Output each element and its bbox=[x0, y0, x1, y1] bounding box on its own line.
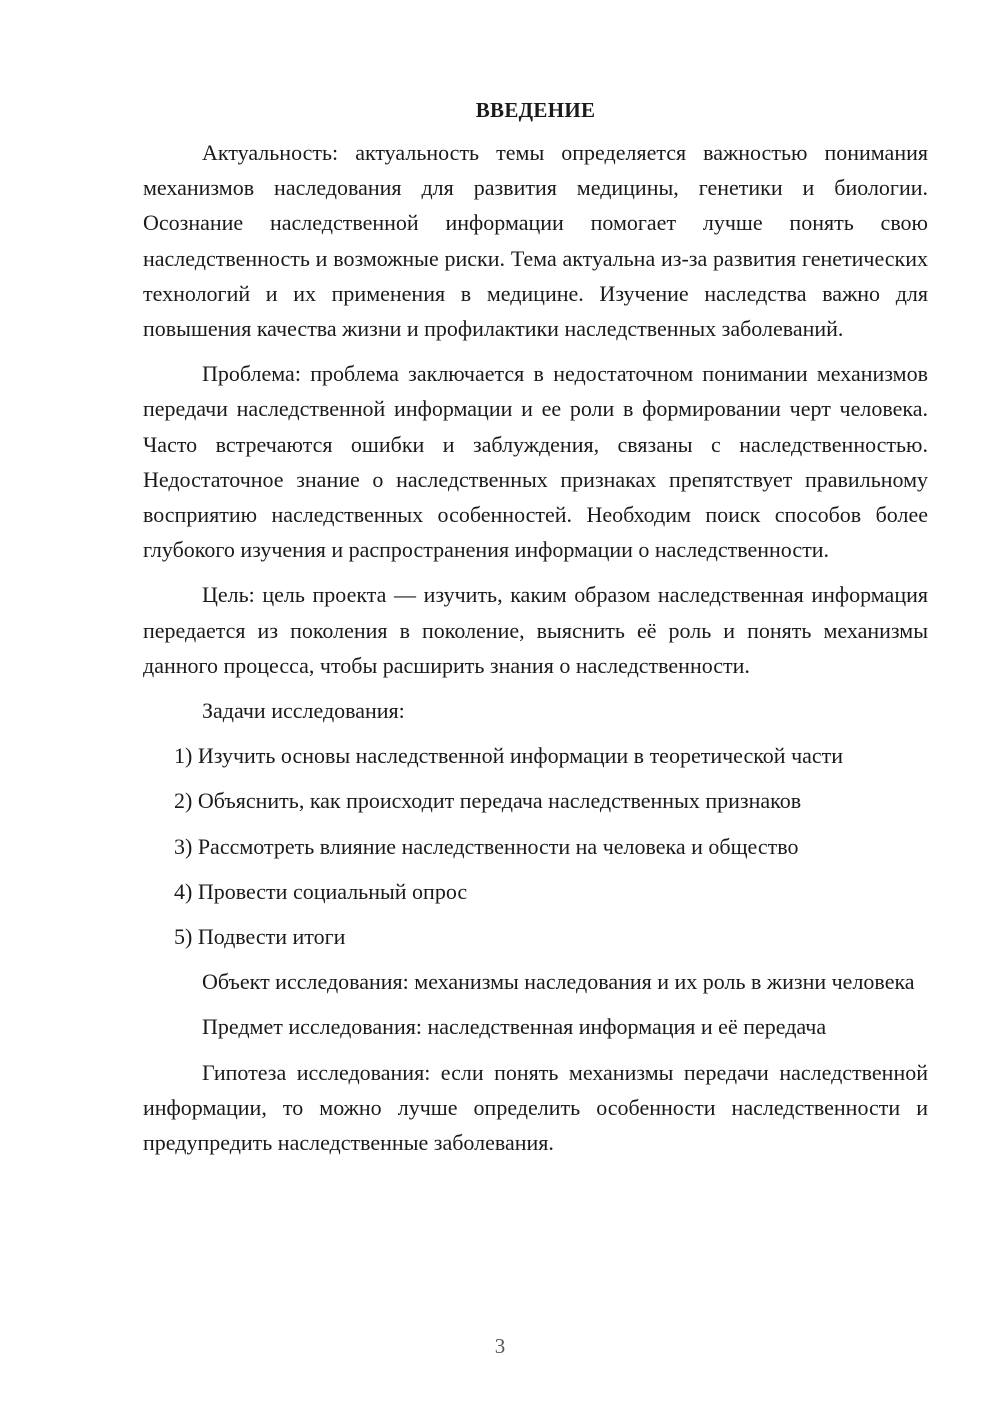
paragraph-subject: Предмет исследования: наследственная информация и её передача bbox=[202, 1014, 827, 1040]
list-item: 4) Провести социальный опрос bbox=[174, 878, 468, 904]
page-content bbox=[143, 94, 928, 1170]
paragraph-problem: Проблема: проблема заключается в недостаточном понимании механизмов передачи наследственной информации и ее роли в формировании черт человека. Часто встречаются ошибки и заблуждения, связаны с наследственностью. Недостаточное знание о наследственных признаках препятствует правильному восприятию наследственных особенностей. Необходим поиск способов более глубокого изучения и распространения информации о наследственности. bbox=[143, 361, 928, 563]
list-item: 5) Подвести итоги bbox=[174, 924, 346, 950]
list-item: 3) Рассмотреть влияние наследственности на человека и общество bbox=[174, 833, 799, 859]
tasks-list bbox=[143, 738, 928, 954]
paragraph-goal: Цель: цель проекта — изучить, каким образом наследственная информация передается из поколения в поколение, выяснить её роль и понять механизмы данного процесса, чтобы расширить знания о наследственности. bbox=[143, 582, 928, 678]
paragraph-object: Объект исследования: механизмы наследования и их роль в жизни человека bbox=[202, 969, 915, 995]
page-title: ВВЕДЕНИЕ bbox=[475, 98, 596, 122]
paragraph-relevance: Актуальность: актуальность темы определяется важностью понимания механизмов наследования для развития медицины, генетики и биологии. Осознание наследственной информации помогает лучше понять свою наследственность и возможные риски. Тема актуальна из-за развития генетических технологий и их применения в медицине. Изучение наследства важно для повышения качества жизни и профилактики наследственных заболеваний. bbox=[143, 140, 928, 342]
page-number: 3 bbox=[494, 1334, 506, 1358]
list-item: 2) Объяснить, как происходит передача наследственных признаков bbox=[174, 788, 802, 814]
paragraph-hypothesis: Гипотеза исследования: если понять механизмы передачи наследственной информации, то можно лучше определить особенности наследственности и предупредить наследственные заболевания. bbox=[143, 1059, 928, 1156]
tasks-heading: Задачи исследования: bbox=[202, 698, 405, 724]
list-item: 1) Изучить основы наследственной информации в теоретической части bbox=[174, 743, 844, 769]
